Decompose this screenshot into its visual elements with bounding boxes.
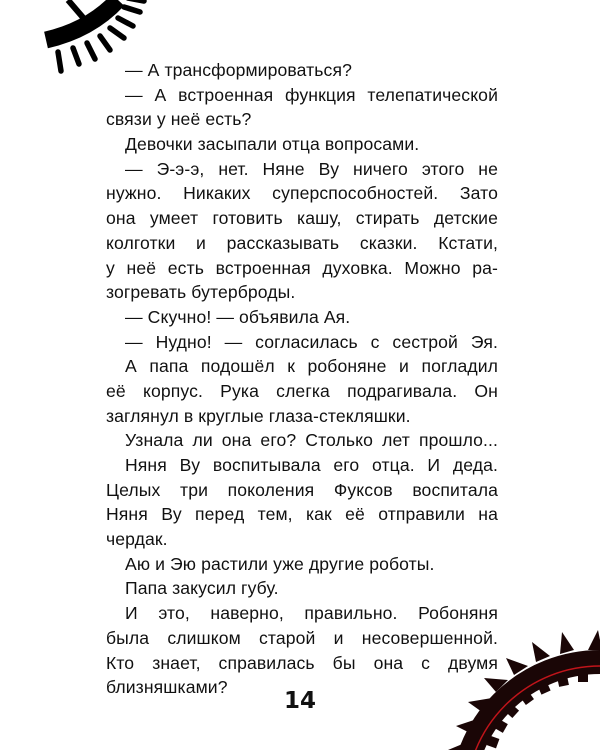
story-text	[106, 58, 498, 700]
text-line: Кто знает, справилась бы она с двумя	[106, 652, 498, 673]
text-line: зогревать бутерброды.	[106, 282, 296, 303]
text-line: заглянул в круглые глаза-стекляшки.	[106, 405, 411, 426]
text-line: чердак.	[106, 529, 168, 550]
text-line: колготки и рассказывать сказки. Кстати,	[106, 232, 498, 253]
text-line: А папа подошёл к робоняне и погладил	[125, 356, 498, 377]
text-line: — А трансформироваться?	[125, 60, 352, 80]
text-line: Папа закусил губу.	[125, 578, 279, 599]
text-line: — А встроенная функция телепатической	[125, 84, 498, 105]
text-line: — Э-э-э, нет. Няне Ву ничего этого не	[125, 158, 498, 179]
text-line: Целых три поколения Фуксов воспитала	[106, 479, 498, 500]
text-line: Няня Ву воспитывала его отца. И деда.	[125, 455, 498, 475]
text-line: И это, наверно, правильно. Робоняня	[125, 603, 498, 624]
page-number: 14	[283, 688, 316, 714]
text-line: она умеет готовить кашу, стирать детские	[106, 208, 498, 229]
text-line: была слишком старой и несовершенной.	[106, 627, 498, 648]
text-line: близняшками?	[106, 677, 228, 698]
text-line: — Нудно! — согласилась с сестрой Эя.	[125, 331, 498, 352]
text-line: Узнала ли она его? Столько лет прошло...	[125, 430, 498, 451]
text-line: Аю и Эю растили уже другие роботы.	[125, 553, 435, 574]
text-line: связи у неё есть?	[106, 109, 252, 130]
text-line: — Скучно! — объявила Ая.	[125, 306, 351, 327]
text-line: у неё есть встроенная духовка. Можно ра-	[106, 257, 498, 278]
text-line: Девочки засыпали отца вопросами.	[125, 134, 420, 155]
text-line: её корпус. Рука слегка подрагивала. Он	[106, 380, 498, 401]
text-line: нужно. Никаких суперспособностей. Зато	[106, 183, 498, 204]
text-line: Няня Ву перед тем, как её отправили на	[106, 504, 498, 525]
